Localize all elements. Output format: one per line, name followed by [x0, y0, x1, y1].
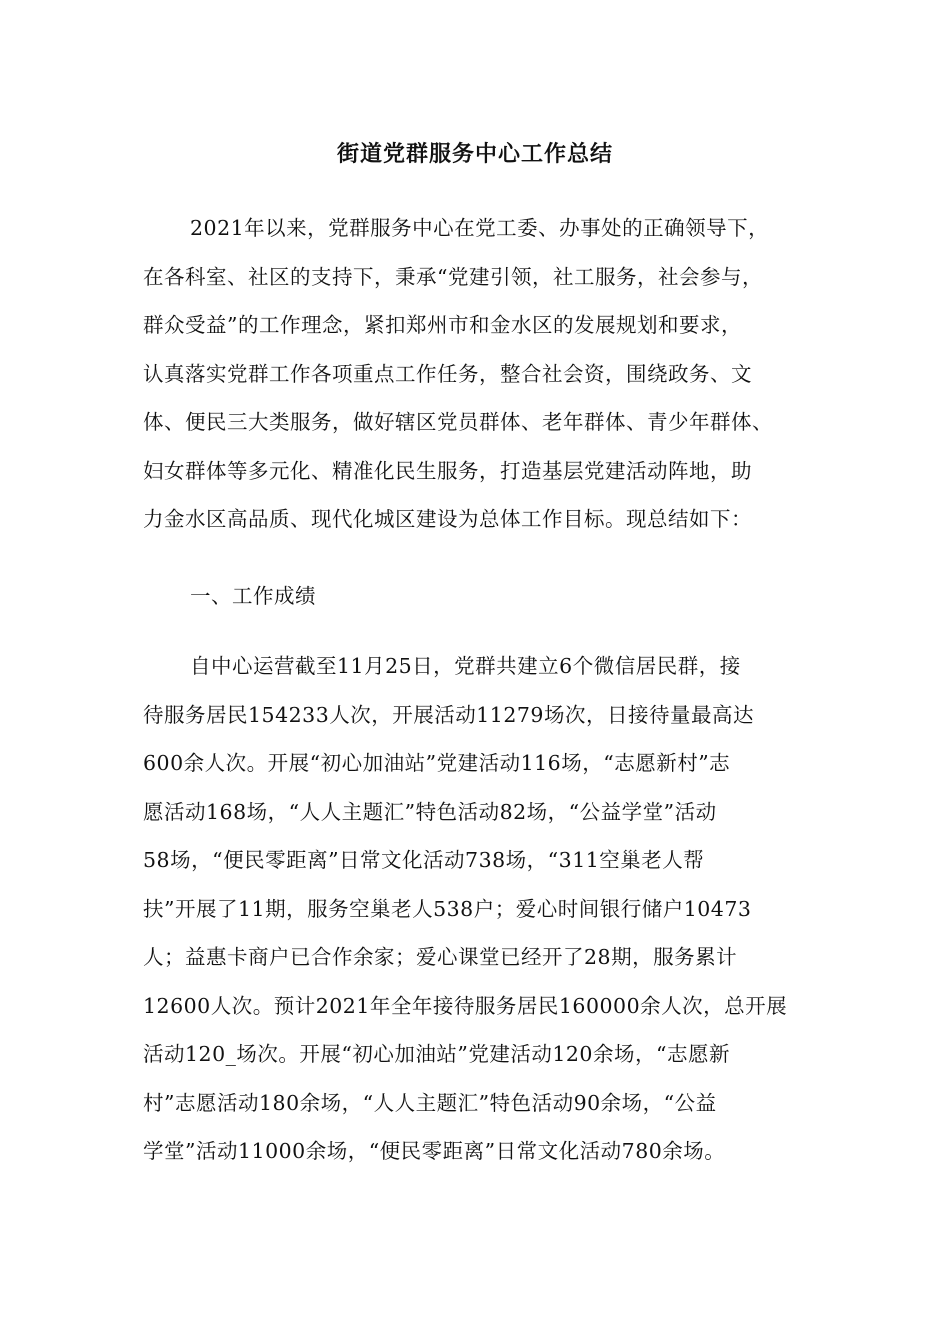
intro-line: 2021年以来，党群服务中心在党工委、办事处的正确领导下， — [190, 216, 770, 240]
achievement-line: 自中心运营截至11月25日，党群共建立6个微信居民群，接 — [190, 654, 741, 678]
achievements-paragraph — [143, 642, 823, 1176]
intro-line: 认真落实党群工作各项重点工作任务，整合社会资，围绕政务、文 — [143, 361, 752, 386]
intro-paragraph — [143, 204, 823, 544]
achievement-line: 12600人次。预计2021年全年接待服务居民160000余人次，总开展 — [143, 993, 788, 1018]
section-heading-block — [143, 572, 823, 621]
achievement-line: 愿活动168场，“人人主题汇”特色活动82场，“公益学堂”活动 — [143, 799, 717, 824]
achievement-line: 58场，“便民零距离”日常文化活动738场，“311空巢老人帮 — [143, 848, 705, 872]
achievement-line: 人；益惠卡商户已合作余家；爱心课堂已经开了28期，服务累计 — [143, 945, 738, 969]
achievement-line: 600余人次。开展“初心加油站”党建活动116场，“志愿新村”志 — [143, 751, 731, 775]
intro-line: 力金水区高品质、现代化城区建设为总体工作目标。现总结如下： — [143, 507, 752, 531]
achievement-line: 学堂”活动11000余场，“便民零距离”日常文化活动780余场。 — [143, 1139, 726, 1163]
achievement-line: 扶”开展了11期，服务空巢老人538户；爱心时间银行储户10473 — [143, 896, 752, 921]
intro-line: 体、便民三大类服务，做好辖区党员群体、老年群体、青少年群体、 — [143, 410, 773, 434]
section-heading: 一、工作成绩 — [190, 584, 316, 608]
achievement-line: 活动120_场次。开展“初心加油站”党建活动120余场，“志愿新 — [143, 1042, 730, 1066]
document-title: 街道党群服务中心工作总结 — [336, 141, 613, 167]
intro-line: 在各科室、社区的支持下，秉承“党建引领，社工服务，社会参与， — [143, 264, 763, 289]
intro-line: 群众受益”的工作理念，紧扣郑州市和金水区的发展规划和要求， — [143, 313, 742, 337]
achievement-line: 村”志愿活动180余场，“人人主题汇”特色活动90余场，“公益 — [143, 1090, 717, 1115]
achievement-line: 待服务居民154233人次，开展活动11279场次，日接待量最高达 — [143, 702, 754, 727]
intro-line: 妇女群体等多元化、精准化民生服务，打造基层党建活动阵地，助 — [143, 458, 752, 483]
